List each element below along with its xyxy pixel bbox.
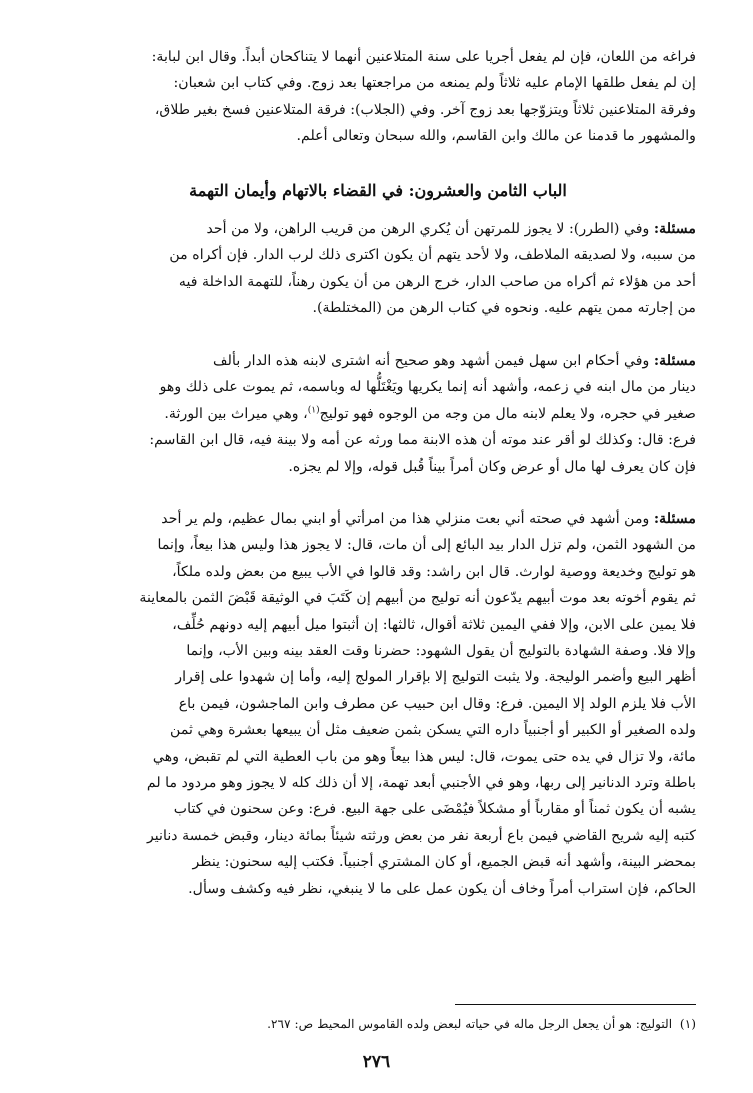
text-line: وفرقة المتلاعنين ثلاثاً ويتزوّجها بعد زوج آخر. وفي (الجلاب): فرقة المتلاعنين فسخ بغير طلاق،	[154, 101, 696, 118]
text-line: صغير في حجره، ولا يعلم لابنه مال من وجه من الوجوه فهو توليج$^{(١)}$، وهي ميراث بين الورثة.	[164, 405, 696, 422]
text-line: فلا يمين على الابن، وإلا ففي اليمين ثلاثة أقوال، ثالثها: إن أثبتوا ميل أبيهم إليه دونهم حُلِّف،	[172, 616, 696, 633]
chapter-heading: الباب الثامن والعشرون: في القضاء بالاتهام وأيمان التهمة	[189, 181, 567, 200]
masala-lead: مسئلة:	[653, 221, 696, 237]
text-line: يشبه أن يكون ثمناً أو مقارباً أو مشكلاً فيُمْضَى على جهة البيع. فرع: وعن سحنون في كتاب	[173, 801, 696, 818]
page-number: ٢٧٦	[362, 1052, 391, 1072]
footnote	[60, 1014, 696, 1034]
text-line: أظهر البيع وأضمر الوليجة. ولا يثبت التوليج إلا بإقرار المولج إليه، وأما إن شهدوا على إقرار	[175, 669, 696, 686]
text-line: فراغه من اللعان، فإن لم يفعل أجريا على سنة المتلاعنين أنهما لا يتناكحان أبداً. وقال ابن لبابة:	[151, 49, 696, 65]
text-line: كتبه إليه شريح القاضي فيمن باع أربعة نفر من بعض ورثته شيئاً بمائة دينار، وقبض خمسة دنانير	[146, 827, 696, 844]
footnote-divider	[455, 1004, 696, 1005]
footnote-marker: (١)	[679, 1017, 696, 1031]
text-line: ولده الصغير أو الكبير أو أجنبياً داره التي يسكن بثمن ضعيف مثل أن يبيعها بعشرة وهي ثمن	[170, 722, 696, 739]
text-line: من إجارته ممن يتهم عليه. ونحوه في كتاب الرهن من (المختلطة).	[312, 300, 696, 317]
text-line: إن لم يفعل طلقها الإمام عليه ثلاثاً ولم يمنعه من مراجعتها بعد زوج. وفي كتاب ابن شعبان:	[173, 75, 696, 92]
text-line: أحد من هؤلاء ثم أكراه من صاحب الدار، خرج الرهن من أن يكون رهناً، للتهمة الداخلة فيه	[178, 273, 696, 290]
masala-3-paragraph	[60, 506, 696, 902]
text-line: والمشهور ما قدمنا عن مالك وابن القاسم، والله سبحان وتعالى أعلم.	[296, 128, 696, 145]
intro-paragraph	[60, 44, 696, 150]
text-line: هو توليج وخديعة ووصية لوارث. قال ابن راشد: وقد قالوا في الأب يبيع من بعض ولده ملكاً،	[172, 563, 696, 580]
text-line: الأب فلا يلزم الولد إلا اليمين. فرع: وقال ابن حبيب عن مطرف وابن الماجشون، فيمن باع	[178, 695, 696, 712]
footnote-reference[interactable]: (١)	[307, 405, 320, 416]
text-line: فإن كان يعرف لها مال أو عرض وكان أمراً بيناً قُبل قوله، وإلا لم يجزه.	[288, 458, 696, 475]
masala-lead: مسئلة:	[653, 511, 696, 527]
text-line: باطلة وترد الدنانير إلى ربها، وهو في الأجنبي أبعد تهمة، إلا أن ذلك كله لا يجوز وهو مردود ما لم	[146, 775, 696, 792]
text-line: دينار من مال ابنه في زعمه، وأشهد أنه إنما يكريها ويَغْتَلُّها له وباسمه، ثم يموت على ذلك وهو	[159, 379, 696, 396]
text-line: مسئلة: ومن أشهد في صحته أني بعت منزلي هذا من امرأتي أو ابني بمال عظيم، ولم ير أحد	[161, 511, 696, 527]
text-line: مسئلة: وفي (الطرر): لا يجوز للمرتهن أن يُكري الرهن من قريب الراهن، ولا من أحد	[206, 221, 696, 237]
text-line: من سببه، ولا لصديقه الملاطف، ولا لأحد يتهم أن يكون اكترى ذلك لرب الدار. فإن أكراه من	[169, 247, 696, 264]
text-line: من الشهود الثمن، ولم تزل الدار بيد البائع إلى أن مات، قال: لا يجوز هذا وليس هذا بيعاً، وإنما	[157, 537, 696, 554]
masala-lead: مسئلة:	[653, 353, 696, 369]
text-line: وإلا فلا. وصفة الشهادة بالتوليج أن يقول الشهود: حضرنا وقت العقد بينه وبين الأب، وإنما	[186, 643, 696, 660]
text-line: ثم يقوم أخوته بعد موت أبيهم يدّعون أنه توليج من أبيهم إن كَتَبَ في الوثيقة قَبْضَ الثمن بالمعاينة	[139, 590, 696, 607]
text-line: فرع: قال: وكذلك لو أقر عند موته أن هذه الابنة مما ورثه عن أمه ولا بينة فيه، قال ابن القاسم:	[149, 432, 696, 449]
text-line: مائة، ولا تزال في يده حتى يموت، قال: ليس هذا بيعاً وهو من باب العطية التي لم تقبض، وهي	[152, 748, 696, 765]
text-line: بمحضر البينة، وأشهد أنه قبض الجميع، أو كان المشتري أجنبياً. فكتب إليه سحنون: ينظر	[192, 854, 696, 871]
text-line: مسئلة: وفي أحكام ابن سهل فيمن أشهد وهو صحيح أنه اشترى لابنه هذه الدار بألف	[213, 353, 696, 369]
masala-2-paragraph	[60, 348, 696, 480]
masala-1-paragraph	[60, 216, 696, 322]
text-line: الحاكم، فإن استراب أمراً وخاف أن يكون عمل على ما لا ينبغي، نظر فيه وكشف وسأل.	[188, 880, 696, 897]
footnote-text: التوليج: هو أن يجعل الرجل ماله في حياته لبعض ولده القاموس المحيط ص: ٢٦٧.	[267, 1017, 673, 1031]
